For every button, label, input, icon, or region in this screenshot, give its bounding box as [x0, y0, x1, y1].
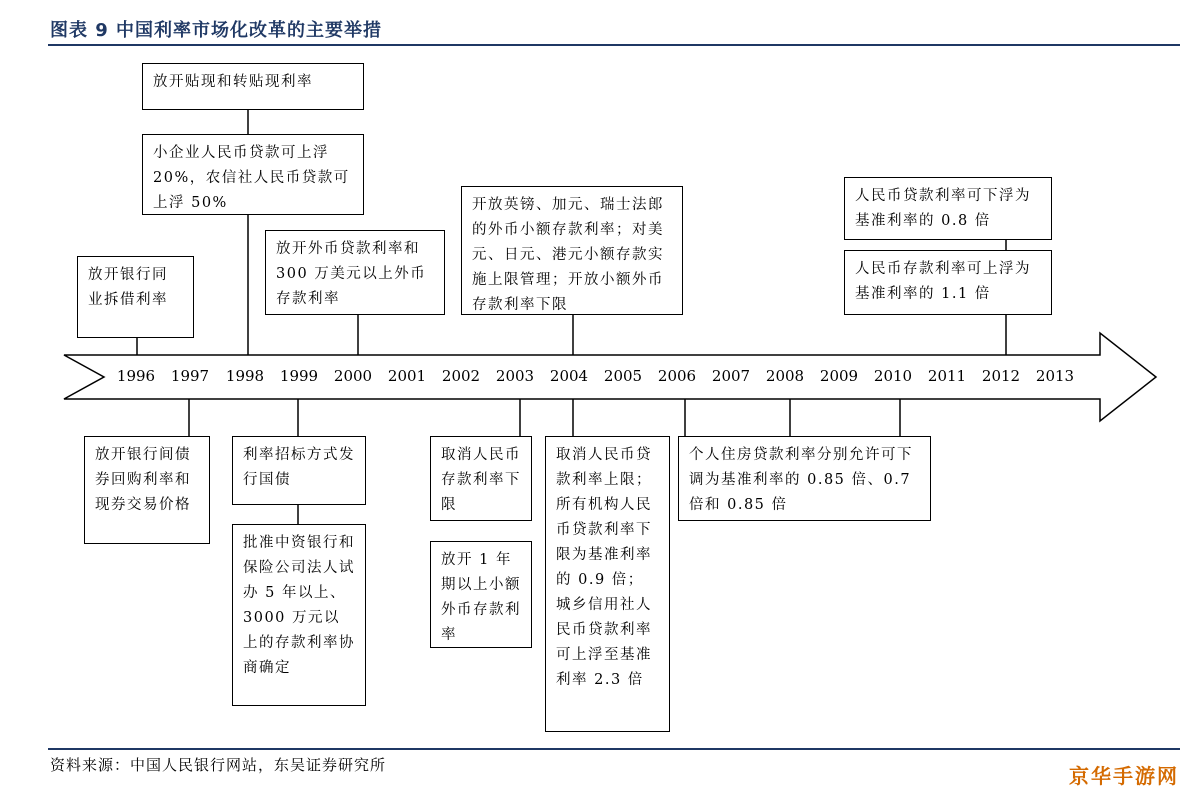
year-label: 2004: [549, 367, 589, 385]
year-label: 1997: [170, 367, 210, 385]
event-box-1997-bond-repo: 放开银行间债券回购利率和现券交易价格: [84, 436, 210, 544]
event-box-2003-deposit-floor: 取消人民币存款利率下限: [430, 436, 532, 521]
event-box-2004-foreign-small: 开放英镑、加元、瑞士法郎的外币小额存款利率；对美元、日元、港元小额存款实施上限管理；开放小额外币存款利率下限: [461, 186, 683, 315]
event-box-2004-loan-cap: 取消人民币贷款利率上限；所有机构人民币贷款利率下限为基准利率的 0.9 倍；城乡信用社人民币贷款利率可上浮至基准利率 2.3 倍: [545, 436, 670, 732]
event-box-1999-treasury: 利率招标方式发行国债: [232, 436, 366, 505]
source-note: 资料来源：中国人民银行网站，东吴证券研究所: [50, 756, 387, 774]
event-box-1999-insurance: 批准中资银行和保险公司法人试办 5 年以上、3000 万元以上的存款利率协商确定: [232, 524, 366, 706]
year-label: 2010: [873, 367, 913, 385]
year-label: 2012: [981, 367, 1021, 385]
figure-title: 图表 9 中国利率市场化改革的主要举措: [50, 20, 383, 41]
year-label: 1996: [116, 367, 156, 385]
year-label: 2001: [387, 367, 427, 385]
year-label: 2011: [927, 367, 967, 385]
event-box-2003-foreign-1yr: 放开 1 年期以上小额外币存款利率: [430, 541, 532, 648]
year-label: 2000: [333, 367, 373, 385]
year-label: 2006: [657, 367, 697, 385]
event-box-2012-loan-down: 人民币贷款利率可下浮为基准利率的 0.8 倍: [844, 177, 1052, 240]
year-label: 2003: [495, 367, 535, 385]
event-box-1996-interbank: 放开银行同业拆借利率: [77, 256, 194, 338]
year-label: 1998: [225, 367, 265, 385]
year-label: 1999: [279, 367, 319, 385]
year-label: 2007: [711, 367, 751, 385]
event-box-1998-rediscount: 放开贴现和转贴现利率: [142, 63, 364, 110]
year-label: 2013: [1035, 367, 1075, 385]
event-box-2006-mortgage: 个人住房贷款利率分别允许可下调为基准利率的 0.85 倍、0.7 倍和 0.85 倍: [678, 436, 931, 521]
year-label: 2002: [441, 367, 481, 385]
year-label: 2008: [765, 367, 805, 385]
year-label: 2005: [603, 367, 643, 385]
watermark-logo: 京华手游网: [1069, 764, 1179, 788]
year-label: 2009: [819, 367, 859, 385]
event-box-2012-deposit-up: 人民币存款利率可上浮为基准利率的 1.1 倍: [844, 250, 1052, 315]
event-box-2000-foreign: 放开外币贷款利率和 300 万美元以上外币存款利率: [265, 230, 445, 315]
bottom-rule: [48, 748, 1180, 750]
event-box-1998-smallbiz: 小企业人民币贷款可上浮 20%，农信社人民币贷款可上浮 50%: [142, 134, 364, 215]
